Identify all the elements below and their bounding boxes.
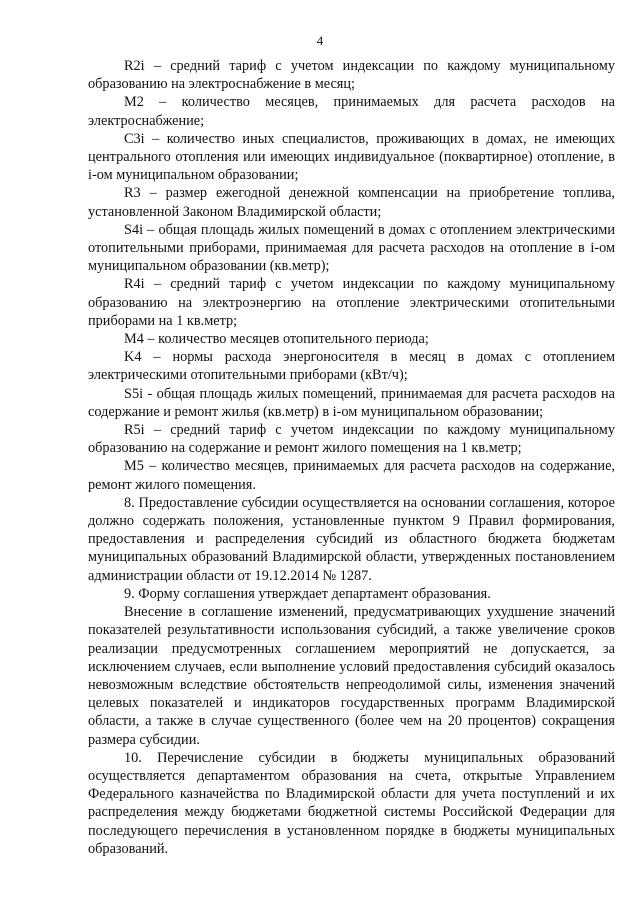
paragraph-k4: K4 – нормы расхода энергоносителя в месяц в домах с отоплением электрическими отопительными приборами (кВт/ч); (88, 349, 615, 384)
paragraph-item-8: 8. Предоставление субсидии осуществляется на основании соглашения, которое должно содержать положения, установленные пунктом 9 Правил формирования, предоставления и распределения субсидий из областного бюджета бюджетам муниципальных образований Владимирской области, утвержденных постановлением администрации области от 19.12.2014 № 1287. (88, 494, 615, 584)
paragraph-s4i: S4i – общая площадь жилых помещений в домах с отоплением электрическими отопительными приборами, принимаемая для расчета расходов на отопление в i-ом муниципальном образовании (кв.метр); (88, 221, 615, 275)
paragraph-r3: R3 – размер ежегодной денежной компенсации на приобретение топлива, установленной Законом Владимирской области; (88, 185, 615, 220)
paragraph-c3i: C3i – количество иных специалистов, проживающих в домах, не имеющих центрального отопления или имеющих индивидуальное (поквартирное) отопление, в i-ом муниципальном образовании; (88, 130, 615, 184)
paragraph-amendments: Внесение в соглашение изменений, предусматривающих ухудшение значений показателей результативности использования субсидий, а также увеличение сроков реализации предусмотренных соглашением мероприятий не допускается, за исключением случаев, если выполнение условий предоставления субсидий оказалось невозможным вследствие обстоятельств непреодолимой силы, изменения значений целевых показателей и индикаторов государственных программ Владимирской области, а также в случае существенного (более чем на 20 процентов) сокращения размера субсидии. (88, 604, 615, 748)
paragraph-s5i: S5i - общая площадь жилых помещений, принимаемая для расчета расходов на содержание и ремонт жилья (кв.метр) в i-ом муниципальном образовании; (88, 385, 615, 420)
paragraph-m4: M4 – количество месяцев отопительного периода; (124, 331, 429, 348)
paragraph-r2i: R2i – средний тариф с учетом индексации по каждому муниципальному образованию на электроснабжение в месяц; (88, 58, 615, 93)
paragraph-item-9: 9. Форму соглашения утверждает департамент образования. (124, 585, 491, 602)
paragraph-r5i: R5i – средний тариф с учетом индексации по каждому муниципальному образованию на содержание и ремонт жилого помещения на 1 кв.метр; (88, 422, 615, 457)
page-number: 4 (316, 33, 324, 48)
paragraph-item-10: 10. Перечисление субсидии в бюджеты муниципальных образований осуществляется департаментом образования на счета, открытые Управлением Федерального казначейства по Владимирской области для учета поступлений и их распределения между бюджетами бюджетной системы Российской Федерации для последующего перечисления в установленном порядке в бюджеты муниципальных образований. (88, 749, 615, 857)
paragraph-m2: M2 – количество месяцев, принимаемых для расчета расходов на электроснабжение; (88, 94, 615, 129)
paragraph-r4i: R4i – средний тариф с учетом индексации по каждому муниципальному образованию на электроэнергию на отопление электрическими отопительными приборами на 1 кв.метр; (88, 276, 615, 329)
paragraph-m5: M5 – количество месяцев, принимаемых для расчета расходов на содержание, ремонт жилого помещения. (88, 458, 615, 493)
document-body (88, 57, 615, 858)
